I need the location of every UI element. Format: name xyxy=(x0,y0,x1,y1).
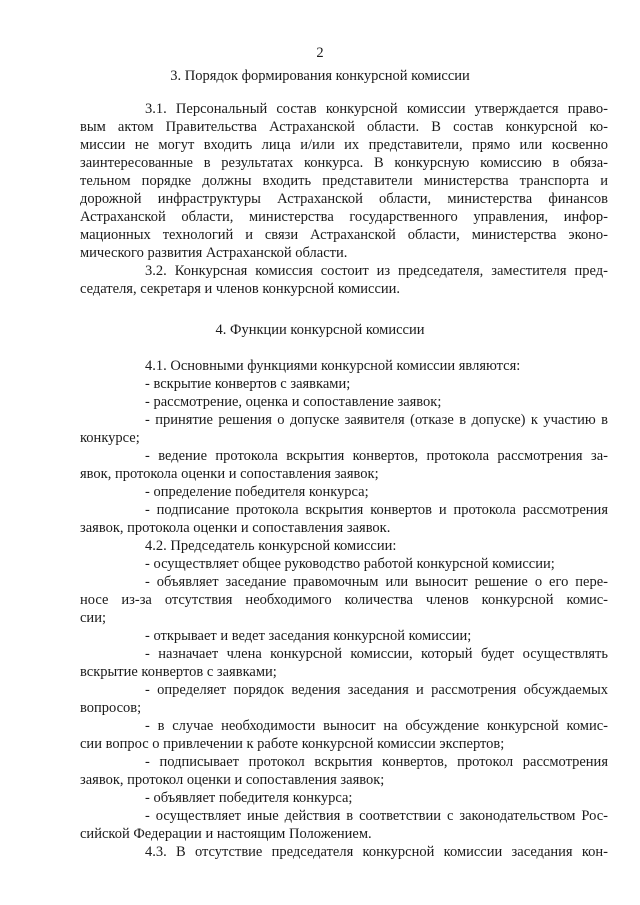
list-item: - осуществляет иные действия в соответствии с законодательством Рос- xyxy=(145,808,608,824)
paragraph-line: 4.2. Председатель конкурсной комиссии: xyxy=(145,538,397,554)
paragraph-line: 4.1. Основными функциями конкурсной комиссии являются: xyxy=(145,358,521,374)
list-item-continuation: заявок, протокола оценки и сопоставления заявок. xyxy=(80,520,391,536)
paragraph-line: дорожной инфраструктуры Астраханской области, министерства финансов xyxy=(80,191,608,207)
paragraph-line: седателя, секретаря и членов конкурсной комиссии. xyxy=(80,281,401,297)
list-item-continuation: вскрытие конвертов с заявками; xyxy=(80,664,277,680)
list-item: - в случае необходимости выносит на обсуждение конкурсной комис- xyxy=(145,718,608,734)
paragraph-line: мационных технологий и связи Астраханской области, министерства эконо- xyxy=(80,227,608,243)
list-item: - назначает члена конкурсной комиссии, который будет осуществлять xyxy=(145,646,608,662)
list-item: - подписание протокола вскрытия конвертов и протокола рассмотрения xyxy=(145,502,608,518)
list-item: - открывает и ведет заседания конкурсной комиссии; xyxy=(145,628,472,644)
paragraph-line: заинтересованные в результатах конкурса. В конкурсную комиссию в обяза- xyxy=(80,155,608,171)
list-item: - рассмотрение, оценка и сопоставление заявок; xyxy=(145,394,442,410)
page-number: 2 xyxy=(316,45,324,61)
list-item-continuation: сии вопрос о привлечении к работе конкурсной комиссии экспертов; xyxy=(80,736,505,752)
list-item-continuation: носе из-за отсутствия необходимого количества членов конкурсной комис- xyxy=(80,592,608,608)
paragraph-line: 3.2. Конкурсная комиссия состоит из председателя, заместителя пред- xyxy=(145,263,608,279)
list-item-continuation: вопросов; xyxy=(80,700,142,716)
paragraph-line: 4.3. В отсутствие председателя конкурсной комиссии заседания кон- xyxy=(145,844,608,860)
list-item-continuation: сийской Федерации и настоящим Положением. xyxy=(80,826,372,842)
list-item: - объявляет заседание правомочным или выносит решение о его пере- xyxy=(145,574,608,590)
paragraph-line: миссии не могут входить лица и/или их представители, прямо или косвенно xyxy=(80,137,608,153)
section-3-heading: 3. Порядок формирования конкурсной комиссии xyxy=(170,68,470,84)
paragraph-line: вым актом Правительства Астраханской области. В состав конкурсной ко- xyxy=(80,119,608,135)
paragraph-line: тельном порядке должны входить представители министерства транспорта и xyxy=(80,173,608,189)
list-item-continuation: явок, протокола оценки и сопоставления заявок; xyxy=(80,466,379,482)
list-item-continuation: конкурсе; xyxy=(80,430,140,446)
list-item: - осуществляет общее руководство работой конкурсной комиссии; xyxy=(145,556,555,572)
list-item: - объявляет победителя конкурса; xyxy=(145,790,353,806)
list-item: - принятие решения о допуске заявителя (отказе в допуске) к участию в xyxy=(145,412,608,428)
list-item: - подписывает протокол вскрытия конвертов, протокол рассмотрения xyxy=(145,754,608,770)
list-item-continuation: сии; xyxy=(80,610,106,626)
paragraph-line: мического развития Астраханской области. xyxy=(80,245,348,261)
paragraph-line: 3.1. Персональный состав конкурсной комиссии утверждается право- xyxy=(145,101,608,117)
list-item: - ведение протокола вскрытия конвертов, протокола рассмотрения за- xyxy=(145,448,608,464)
paragraph-line: Астраханской области, министерства государственного управления, инфор- xyxy=(80,209,608,225)
section-4-heading: 4. Функции конкурсной комиссии xyxy=(215,322,425,338)
list-item: - определение победителя конкурса; xyxy=(145,484,369,500)
list-item: - определяет порядок ведения заседания и рассмотрения обсуждаемых xyxy=(145,682,608,698)
list-item: - вскрытие конвертов с заявками; xyxy=(145,376,351,392)
list-item-continuation: заявок, протокол оценки и сопоставления заявок; xyxy=(80,772,385,788)
